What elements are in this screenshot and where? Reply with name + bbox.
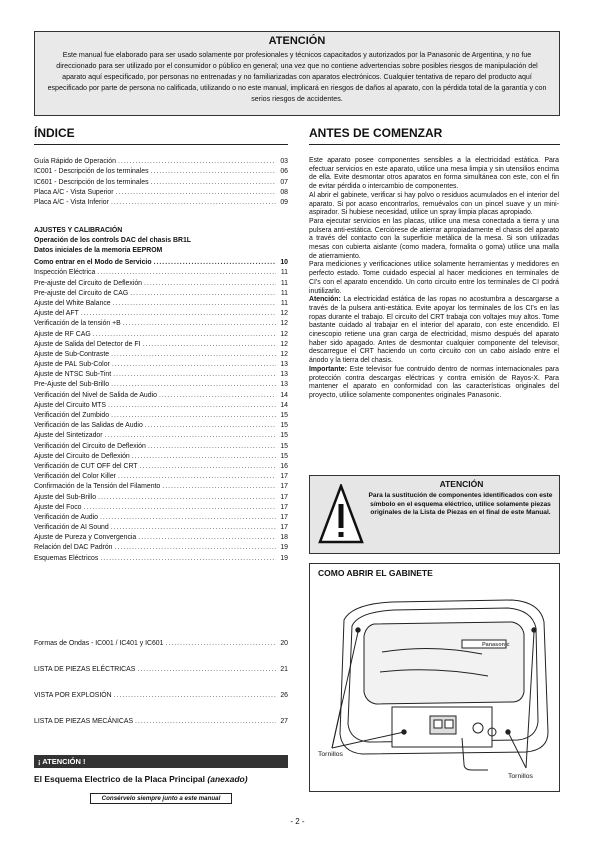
toc-entry-page: 12 xyxy=(280,320,288,328)
toc-entry-label: Esquemas Eléctricos xyxy=(34,554,99,562)
toc-entry-page: 17 xyxy=(280,483,288,491)
toc-dot-leader xyxy=(93,331,276,338)
toc-dot-leader xyxy=(148,443,276,450)
tv-rear-illustration xyxy=(312,582,558,790)
before-p1: Este aparato posee componentes sensibles a la electricidad estática. Para efectuar servicios en este aparato, utilice una mesa limpia y sin utensilios encima de ella. Evite desmontar otros aparatos en forma simultánea con este, con el fin de evitar pérdida o intercambio de componentes. xyxy=(309,157,559,191)
toc-entry-label: Verificación del Zumbido xyxy=(34,412,110,419)
toc-entry-page: 16 xyxy=(280,462,288,470)
toc-entry-label: IC601 - Descripción de los terminales xyxy=(34,178,149,186)
toc-entry-page: 08 xyxy=(280,188,288,196)
toc-dot-leader xyxy=(144,280,276,287)
toc-dot-leader xyxy=(105,432,276,439)
toc-entry-label: Guía Rápido de Operación xyxy=(34,158,116,166)
toc-entry-page: 19 xyxy=(280,554,288,562)
toc-dot-leader xyxy=(123,320,276,327)
toc-dot-leader xyxy=(130,290,276,297)
toc-entry-label: Confirmación de la Tensión del Filamento xyxy=(34,483,161,491)
toc-dot-leader xyxy=(108,402,276,409)
before-p6-lead: Importante: xyxy=(309,365,347,373)
toc-entry-label: Placa A/C - Vista Superior xyxy=(34,188,114,196)
toc-heading-ajustes: AJUSTES Y CALIBRACIÓN xyxy=(34,227,123,234)
toc-entry xyxy=(34,378,288,388)
warning-box xyxy=(34,31,560,116)
before-p5-text: La electricidad estática de las ropas no acostumbra a descargarse a través de la pulsera anti-estática. Evite apoyar los terminales de los CI's en las ropas durante el trabajo. El circuito del CRT trabaja con voltajes muy altos. Tome bastante cuidado al trabajar en el interior del aparato, con este encendido. El cinescopio retiene una gran carga de electricidad, mismo después del aparato haber sido apagado. Antes de desmontar cualquier componente del televisor, descarregue el CRT haciendo un corto circuito con un cabo aislado entre el ánodo y la tierra del chasis. xyxy=(309,296,559,365)
toc-entry xyxy=(34,256,288,266)
screws-label-left: Tornillos xyxy=(318,751,343,758)
toc-entry-page: 15 xyxy=(280,412,288,419)
before-p5 xyxy=(309,296,559,366)
toc-entry-page: 21 xyxy=(280,665,288,673)
toc-entry-label: Verificación del Nivel de Salida de Audio xyxy=(34,391,157,399)
toc-entry xyxy=(34,317,288,327)
toc-entry-label: LISTA DE PIEZAS ELÉCTRICAS xyxy=(34,665,136,673)
index-title: ÍNDICE xyxy=(34,126,75,140)
toc-entry-page: 26 xyxy=(280,691,288,699)
toc-entry xyxy=(34,689,288,699)
toc-dot-leader xyxy=(118,158,276,165)
toc-entry-page: 15 xyxy=(280,422,288,430)
toc-entry-page: 14 xyxy=(280,391,288,399)
toc-heading-eeprom: Datos iniciales de la memoria EEPROM xyxy=(34,247,163,255)
toc-entry-label: Relación del DAC Padrón xyxy=(34,544,113,552)
toc-entry-page: 20 xyxy=(280,640,288,648)
toc-entry xyxy=(34,196,288,206)
caution-title: ATENCIÓN xyxy=(439,479,484,489)
toc-dot-leader xyxy=(116,189,276,196)
toc-entry-page: 17 xyxy=(280,503,288,511)
toc-entry xyxy=(34,531,288,541)
toc-dot-leader xyxy=(151,168,276,175)
toc-entry xyxy=(34,511,288,521)
toc-dot-leader xyxy=(138,534,276,541)
toc-entry xyxy=(34,470,288,480)
toc-entry-label: Verificación de Audio xyxy=(34,513,98,521)
toc-dot-leader xyxy=(113,371,276,378)
caution-text: Para la sustitución de componentes identificados con este símbolo en el esquema eléctrico, utilice solamente piezas originales de la Lista de Piezas en el final de este Manual. xyxy=(368,492,553,517)
toc-entry-label: Formas de Ondas - IC001 / IC401 y IC601 xyxy=(34,640,164,648)
toc-entry xyxy=(34,714,288,724)
toc-group-2 xyxy=(34,256,288,562)
toc-entry-label: Ajuste de Pureza y Convergencia xyxy=(34,534,137,542)
toc-dot-leader xyxy=(162,483,276,490)
toc-entry xyxy=(34,521,288,531)
toc-entry-label: Placa A/C - Vista Inferior xyxy=(34,198,109,206)
toc-entry xyxy=(34,297,288,307)
toc-headings xyxy=(34,226,288,257)
cabinet-box xyxy=(309,563,560,792)
toc-entry-page: 06 xyxy=(280,168,288,176)
toc-entry-page: 17 xyxy=(280,493,288,501)
toc-entry-label: Ajuste de Salida del Detector de FI xyxy=(34,340,141,348)
toc-entry xyxy=(34,266,288,276)
before-body xyxy=(309,157,559,401)
toc-entry-page: 15 xyxy=(280,452,288,460)
toc-entry-page: 11 xyxy=(280,269,288,277)
before-rule xyxy=(309,144,560,145)
before-p4: Para mediciones y verificaciones utilice solamente herramientas y medidores en perfecto estado. Tome cuidado especial al hacer mediciones en terminales de CI's con el aparato encendido. Un corto circuito entre los terminales de CI podrá inutilizarlo. xyxy=(309,261,559,295)
toc-dot-leader xyxy=(165,640,276,647)
brand-logo: Panasonic xyxy=(482,642,510,648)
toc-entry-label: Verificación del Circuito de Deflexión xyxy=(34,442,146,450)
toc-entry xyxy=(34,338,288,348)
toc-dot-leader xyxy=(98,494,276,501)
warning-title: ATENCIÓN xyxy=(268,35,326,47)
toc-entry xyxy=(34,388,288,398)
toc-entry-label: Ajuste del Foco xyxy=(34,503,82,511)
toc-entry xyxy=(34,368,288,378)
toc-dot-leader xyxy=(145,422,276,429)
toc-dot-leader xyxy=(132,453,276,460)
toc-entry-page: 12 xyxy=(280,350,288,358)
toc-entry-label: Ajuste de PAL Sub-Color xyxy=(34,361,110,369)
toc-dot-leader xyxy=(140,463,276,470)
toc-entry-label: IC001 - Descripción de los terminales xyxy=(34,168,149,176)
toc-entry-page: 13 xyxy=(280,361,288,369)
toc-entry xyxy=(34,327,288,337)
toc-dot-leader xyxy=(118,473,276,480)
toc-dot-leader xyxy=(159,392,276,399)
attention-lead-text: El Esquema Electrico de la Placa Principal xyxy=(34,774,206,784)
attention-lead xyxy=(34,774,288,784)
toc-dot-leader xyxy=(100,514,276,521)
toc-entry-label: Pre-ajuste del Circuito de CAG xyxy=(34,289,129,297)
toc-entry-page: 12 xyxy=(280,330,288,338)
toc-entry xyxy=(34,460,288,470)
toc-dot-leader xyxy=(111,199,276,206)
toc-dot-leader xyxy=(154,259,276,266)
toc-dot-leader xyxy=(97,269,276,276)
toc-entry xyxy=(34,399,288,409)
toc-entry-page: 11 xyxy=(280,279,288,287)
toc-entry-page: 03 xyxy=(280,158,288,166)
toc-entry-label: Ajuste del AFT xyxy=(34,310,79,318)
toc-entry xyxy=(34,429,288,439)
toc-entry xyxy=(34,409,288,419)
toc-entry-label: Pre-ajuste del Circuito de Deflexión xyxy=(34,279,143,287)
toc-group-1 xyxy=(34,155,288,206)
toc-entry-page: 09 xyxy=(280,198,288,206)
toc-entry xyxy=(34,155,288,165)
toc-dot-leader xyxy=(151,179,276,186)
toc-entry-page: 17 xyxy=(280,513,288,521)
toc-entry-label: Ajuste del Sintetizador xyxy=(34,432,103,440)
toc-entry xyxy=(34,551,288,561)
attention-bar: ¡ ATENCIÓN ! xyxy=(34,755,288,768)
before-p6-text: Este televisor fue contruido dentro de normas internacionales para protección contra descargas eléctricas y contra emisión de Rayos-X. Para mantener el aparato en conformidad con las características originales del proyecto, utilice solamente componentes originales Panasonic. xyxy=(309,365,559,399)
toc-entry-page: 14 xyxy=(280,401,288,409)
toc-entry-page: 12 xyxy=(280,310,288,318)
toc-entry-label: Ajuste de RF CAG xyxy=(34,330,91,338)
toc-entry-label: Verificación de AI Sound xyxy=(34,524,109,532)
toc-entry-page: 15 xyxy=(280,442,288,450)
toc-entry-label: Ajuste del Sub-Brillo xyxy=(34,493,97,501)
toc-entry-label: Ajuste de Sub-Contraste xyxy=(34,350,110,358)
toc-entry xyxy=(34,348,288,358)
before-p2: Al abrir el gabinete, verificar si hay polvo o residuos acumulados en el interior del aparato. Si por acaso encontrarlos, remuévalos con un pincel suave y un mini-aspirador. Si hubiese necesidad, utilice un spray limpia placas apropiado. xyxy=(309,191,559,217)
toc-entry xyxy=(34,165,288,175)
toc-entry xyxy=(34,490,288,500)
toc-entry-label: Verificación de CUT OFF del CRT xyxy=(34,462,138,470)
toc-entry-label: Pre-Ajuste del Sub-Brillo xyxy=(34,381,110,389)
toc-entry-page: 19 xyxy=(280,544,288,552)
toc-dot-leader xyxy=(100,555,276,562)
toc-entry-page: 18 xyxy=(280,534,288,542)
toc-dot-leader xyxy=(115,544,276,551)
toc-entry xyxy=(34,419,288,429)
toc-entry-label: LISTA DE PIEZAS MECÁNICAS xyxy=(34,717,134,725)
toc-entry xyxy=(34,450,288,460)
toc-entry-page: 15 xyxy=(280,432,288,440)
toc-entry xyxy=(34,358,288,368)
toc-dot-leader xyxy=(111,524,276,531)
toc-entry-page: 13 xyxy=(280,371,288,379)
toc-dot-leader xyxy=(137,666,276,673)
toc-dot-leader xyxy=(111,381,276,388)
attention-lead-italic: (anexado) xyxy=(207,774,248,784)
toc-entry-page: 07 xyxy=(280,178,288,186)
toc-dot-leader xyxy=(81,310,276,317)
toc-entry-page: 13 xyxy=(280,381,288,389)
toc-group-3 xyxy=(34,637,288,725)
toc-entry-page: 17 xyxy=(280,524,288,532)
toc-entry-label: Verificación de las Salidas de Audio xyxy=(34,422,143,430)
toc-entry xyxy=(34,175,288,185)
toc-entry-label: Verificación de la tensión +B xyxy=(34,320,121,328)
toc-entry xyxy=(34,186,288,196)
toc-heading-dac: Operación de los controls DAC del chasis BR1L xyxy=(34,237,191,245)
toc-entry-label: Ajuste del White Balance xyxy=(34,299,111,307)
warning-text: Este manual fue elaborado para ser usado solamente por profesionales y técnicos capacitados y autorizados por la Panasonic de Argentina, y no fue direccionado para ser utilizado por el consumidor o público en general; una vez que no contiene advertencias sobre posibles riesgos de manipulación del aparato aquí especificado, por personas no entrenadas y no familiarizadas con aparatos electrónicos. Cualquier tentativa de reparo del producto aquí especificado por parte de persona no calificada, utilizando o no este manual, implicará en riesgos de daños al aparato, con la pérdida total de la garantía y con serios riesgos de accidentes. xyxy=(47,51,547,103)
screws-label-right: Tornillos xyxy=(508,773,533,780)
cabinet-title: COMO ABRIR EL GABINETE xyxy=(318,568,433,578)
toc-entry-page: 11 xyxy=(280,289,288,297)
toc-dot-leader xyxy=(84,504,277,511)
toc-entry xyxy=(34,663,288,673)
toc-entry-label: Verificación del Color Killer xyxy=(34,473,116,481)
before-title: ANTES DE COMENZAR xyxy=(309,126,443,140)
toc-entry xyxy=(34,541,288,551)
caution-box xyxy=(309,475,560,554)
toc-entry-label: Inspección Eléctrica xyxy=(34,269,96,277)
toc-entry xyxy=(34,637,288,647)
toc-entry-page: 12 xyxy=(280,340,288,348)
toc-entry xyxy=(34,307,288,317)
toc-entry-label: Como entrar en el Modo de Servicio xyxy=(34,259,152,267)
toc-entry xyxy=(34,480,288,490)
toc-dot-leader xyxy=(112,361,276,368)
toc-entry-label: Ajuste del Circuito de Deflexión xyxy=(34,452,130,460)
toc-entry xyxy=(34,501,288,511)
toc-entry xyxy=(34,439,288,449)
before-p3: Para ejecutar servicios en las placas, utilice una mesa conectada a tierra y una pulsera anti-estática. Cerciórese de atierrar apropiadamente el chasis del aparato a través del contacto con la superficie metálica de la mesa. Si son utilizadas mesas con cubierta aislante (como madera, formalita o goma) utilice una malla de atierramiento. xyxy=(309,217,559,260)
toc-entry-label: Ajuste de NTSC Sub-Tint xyxy=(34,371,112,379)
toc-dot-leader xyxy=(142,341,276,348)
page-number: - 2 - xyxy=(290,817,305,826)
index-rule xyxy=(34,144,288,145)
toc-dot-leader xyxy=(111,412,276,419)
toc-entry-page: 10 xyxy=(280,259,288,267)
toc-dot-leader xyxy=(111,351,276,358)
warning-triangle-icon xyxy=(318,484,364,544)
toc-entry xyxy=(34,287,288,297)
toc-entry-page: 11 xyxy=(280,299,288,307)
toc-entry-page: 27 xyxy=(280,717,288,725)
toc-entry-page: 17 xyxy=(280,473,288,481)
toc-entry-label: VISTA POR EXPLOSIÓN xyxy=(34,691,112,699)
toc-entry-label: Ajuste del Circuito MTS xyxy=(34,401,106,409)
before-p5-lead: Atención: xyxy=(309,296,341,304)
keep-manual-note: Consérvelo siempre junto a este manual xyxy=(90,793,232,804)
toc-entry xyxy=(34,276,288,286)
toc-dot-leader xyxy=(114,692,276,699)
before-p6 xyxy=(309,366,559,401)
toc-dot-leader xyxy=(113,300,276,307)
toc-dot-leader xyxy=(135,718,276,725)
